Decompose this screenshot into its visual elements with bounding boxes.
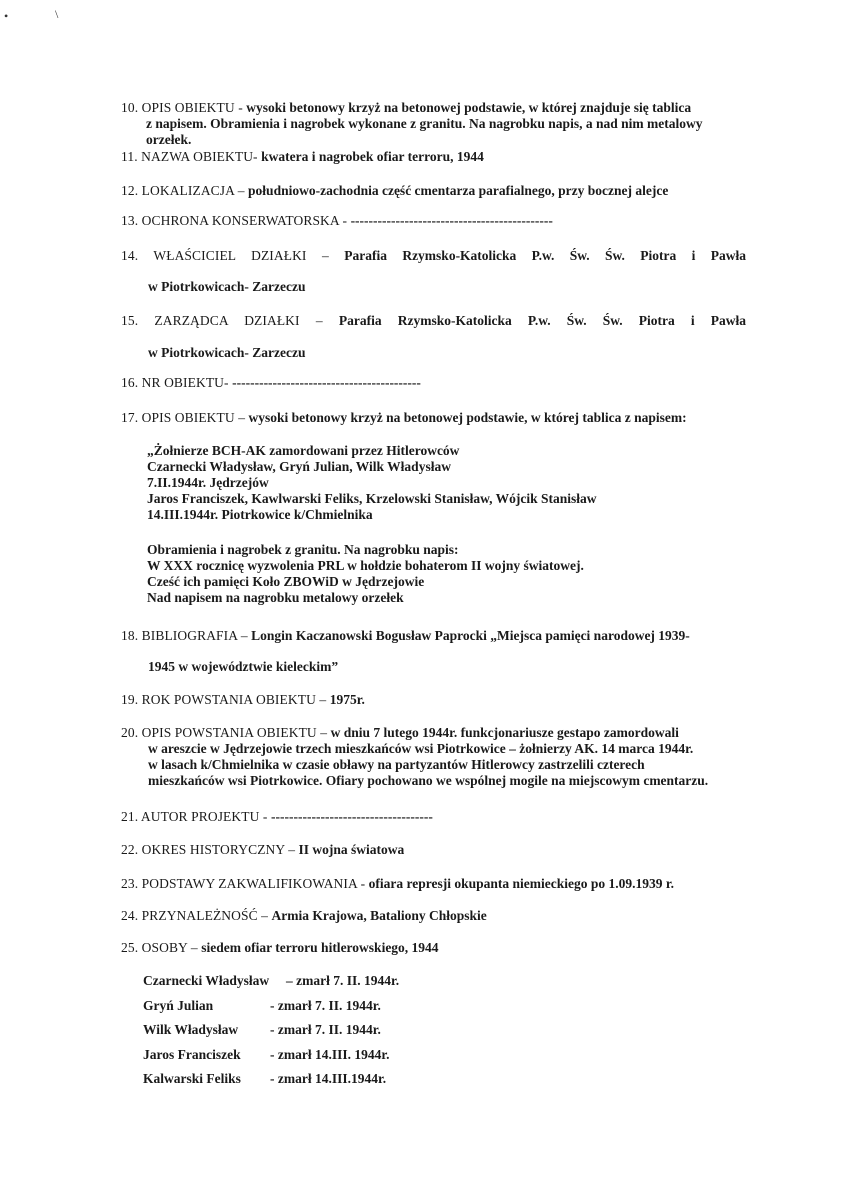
victim-name: Gryń Julian — [143, 998, 214, 1013]
field-13-protection: 13. OCHRONA KONSERWATORSKA - --------------------------------------------- — [121, 213, 553, 228]
field-19-year: 19. ROK POWSTANIA OBIEKTU – 1975r. — [121, 692, 365, 707]
field-20-origin: 20. OPIS POWSTANIA OBIEKTU – w dniu 7 lutego 1944r. funkcjonariusze gestapo zamordowali w areszcie w Jędrzejowie trzech mieszkańców wsi Piotrkowice – żołnierzy AK. 14 marca 1944r. w lasach k/Chmielnika w czasie obławy na partyzantów Hitlerowcy zastrzelili czterech mieszkańców wsi Piotrkowice. Ofiary pochowano we wspólnej mogile na miejscowym cmentarzu. — [121, 725, 709, 788]
field-18-bibliography-cont: 1945 w województwie kieleckim” — [148, 659, 339, 674]
field-15-administrator-cont: w Piotrkowicach- Zarzeczu — [148, 345, 306, 360]
field-17-description: 17. OPIS OBIEKTU – wysoki betonowy krzyż na betonowej podstawie, w której tablica z napisem: — [121, 410, 687, 425]
field-25-persons: 25. OSOBY – siedem ofiar terroru hitlerowskiego, 1944 — [121, 940, 439, 955]
field-21-author: 21. AUTOR PROJEKTU - ------------------------------------ — [121, 809, 433, 824]
field-14-owner: 14. WŁAŚCICIEL DZIAŁKI – Parafia Rzymsko-Katolicka P.w. Św. Św. Piotra i Pawła — [121, 248, 747, 263]
victim-name: Wilk Władysław — [143, 1022, 239, 1037]
field-10-description: 10. OPIS OBIEKTU - wysoki betonowy krzyż na betonowej podstawie, w której znajduje się tablica z napisem. Obramienia i nagrobek wykonane z granitu. Na nagrobku napis, a nad nim metalowy orzełek. — [121, 100, 703, 147]
victim-death-date: - zmarł 7. II. 1944r. — [270, 998, 381, 1013]
field-12-location: 12. LOKALIZACJA – południowo-zachodnia część cmentarza parafialnego, przy bocznej alejce — [121, 183, 669, 198]
victim-death-date: – zmarł 7. II. 1944r. — [286, 973, 400, 988]
field-16-number: 16. NR OBIEKTU- ------------------------------------------ — [121, 375, 421, 390]
field-24-affiliation: 24. PRZYNALEŻNOŚĆ – Armia Krajowa, Bataliony Chłopskie — [121, 908, 487, 923]
victim-name: Kalwarski Feliks — [143, 1071, 241, 1086]
victim-death-date: - zmarł 14.III.1944r. — [270, 1071, 387, 1086]
field-22-period: 22. OKRES HISTORYCZNY – II wojna światowa — [121, 842, 405, 857]
field-17-plaque: Obramienia i nagrobek z granitu. Na nagrobku napis: W XXX rocznicę wyzwolenia PRL w hołdzie bohaterom II wojny światowej. Cześć ich pamięci Koło ZBOWiD w Jędrzejowie Nad napisem na nagrobku metalowy orzełek — [147, 542, 584, 605]
victim-death-date: - zmarł 7. II. 1944r. — [270, 1022, 381, 1037]
scan-mark-tick: \ — [55, 7, 59, 21]
victim-death-date: - zmarł 14.III. 1944r. — [270, 1047, 390, 1062]
scan-mark-dot: • — [4, 9, 9, 23]
victim-name: Jaros Franciszek — [143, 1047, 241, 1062]
field-23-basis: 23. PODSTAWY ZAKWALIFIKOWANIA - ofiara represji okupanta niemieckiego po 1.09.1939 r. — [121, 876, 675, 891]
field-18-bibliography: 18. BIBLIOGRAFIA – Longin Kaczanowski Bogusław Paprocki „Miejsca pamięci narodowej 1939- — [121, 628, 690, 643]
victim-name: Czarnecki Władysław — [143, 973, 270, 988]
field-14-owner-cont: w Piotrkowicach- Zarzeczu — [148, 279, 306, 294]
field-15-administrator: 15. ZARZĄDCA DZIAŁKI – Parafia Rzymsko-Katolicka P.w. Św. Św. Piotra i Pawła — [121, 313, 747, 328]
field-17-inscription: „Żołnierze BCH-AK zamordowani przez Hitlerowców Czarnecki Władysław, Gryń Julian, Wilk Władysław 7.II.1944r. Jędrzejów Jaros Franciszek, Kawlwarski Feliks, Krzelowski Stanisław, Wójcik Stanisław 14.III.1944r. Piotrkowice k/Chmielnika — [147, 443, 597, 522]
field-11-name: 11. NAZWA OBIEKTU- kwatera i nagrobek ofiar terroru, 1944 — [121, 149, 484, 164]
